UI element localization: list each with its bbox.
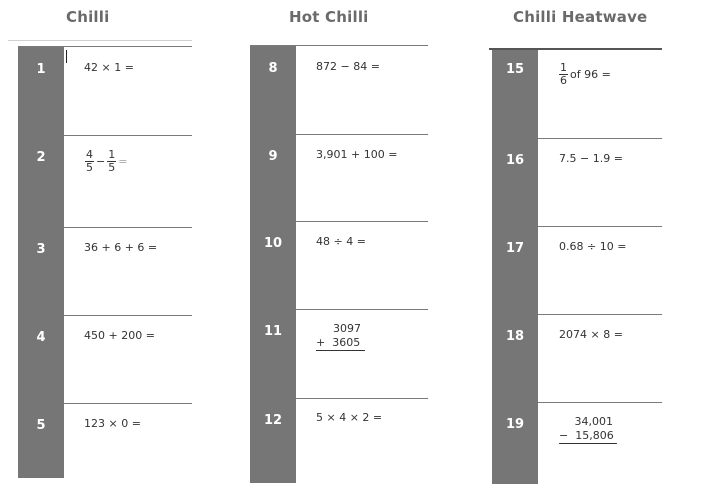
question-text: 5 × 4 × 2 = — [316, 411, 383, 424]
fraction — [107, 149, 116, 174]
question-number: 2 — [36, 150, 46, 165]
question-number: 3 — [36, 242, 46, 257]
row-divider — [18, 46, 192, 47]
question-text: 2074 × 8 = — [559, 328, 623, 341]
row-divider — [296, 398, 428, 399]
question-number: 4 — [36, 330, 46, 345]
operator: − — [96, 155, 106, 168]
row-divider — [250, 45, 428, 46]
row-divider — [64, 315, 192, 316]
addend-bottom: + 3605 — [316, 336, 365, 351]
question-text: 3,901 + 100 = — [316, 148, 398, 161]
row-divider — [296, 309, 428, 310]
question-number: 1 — [36, 62, 46, 77]
column-addition — [316, 322, 365, 351]
fraction-denominator: 5 — [86, 161, 93, 174]
fraction-numerator: 4 — [86, 148, 93, 161]
number-bar — [18, 46, 64, 478]
question-number: 8 — [268, 61, 278, 76]
column-title-chilli-heatwave: Chilli Heatwave — [513, 8, 648, 26]
column-title-hot-chilli: Hot Chilli — [289, 8, 369, 26]
row-divider — [538, 226, 662, 227]
fraction-suffix: of 96 = — [570, 68, 611, 81]
row-divider — [64, 403, 192, 404]
fraction — [85, 149, 94, 174]
question-column-chilli — [18, 46, 192, 478]
question-text: 872 − 84 = — [316, 60, 380, 73]
question-number: 12 — [263, 413, 283, 428]
question-column-hot-chilli — [250, 45, 428, 483]
fraction-numerator: 1 — [108, 148, 116, 161]
fraction-question — [85, 149, 129, 174]
equals-sign: = — [118, 155, 128, 168]
minuend: 34,001 — [574, 415, 613, 428]
question-number: 15 — [505, 62, 525, 77]
addend-top: 3097 — [333, 322, 361, 335]
question-text: 7.5 − 1.9 = — [559, 152, 623, 165]
question-text: 450 + 200 = — [84, 329, 155, 342]
question-column-chilli-heatwave — [492, 48, 662, 484]
row-divider — [296, 134, 428, 135]
row-divider — [538, 402, 662, 403]
fraction — [559, 62, 568, 87]
question-number: 11 — [263, 324, 283, 339]
top-divider — [8, 40, 192, 41]
column-title-chilli: Chilli — [66, 8, 110, 26]
question-text: 36 + 6 + 6 = — [84, 241, 158, 254]
row-divider — [296, 221, 428, 222]
question-number: 16 — [505, 153, 525, 168]
row-divider — [538, 138, 662, 139]
row-divider — [64, 135, 192, 136]
question-number: 5 — [36, 418, 46, 433]
row-divider — [64, 227, 192, 228]
fraction-question — [559, 62, 613, 87]
question-number: 17 — [505, 241, 525, 256]
row-divider — [538, 314, 662, 315]
question-text: 0.68 ÷ 10 = — [559, 240, 627, 253]
question-number: 9 — [268, 149, 278, 164]
question-number: 18 — [505, 329, 525, 344]
question-number: 10 — [263, 236, 283, 251]
text-cursor — [66, 50, 67, 63]
question-text: 123 × 0 = — [84, 417, 141, 430]
fraction-denominator: 6 — [560, 74, 567, 87]
question-text: 42 × 1 = — [84, 61, 134, 74]
column-subtraction — [559, 415, 617, 444]
fraction-denominator: 5 — [108, 161, 116, 174]
subtrahend: − 15,806 — [559, 429, 617, 444]
question-text: 48 ÷ 4 = — [316, 235, 366, 248]
row-divider — [489, 48, 662, 50]
fraction-numerator: 1 — [560, 61, 567, 74]
question-number: 19 — [505, 417, 525, 432]
